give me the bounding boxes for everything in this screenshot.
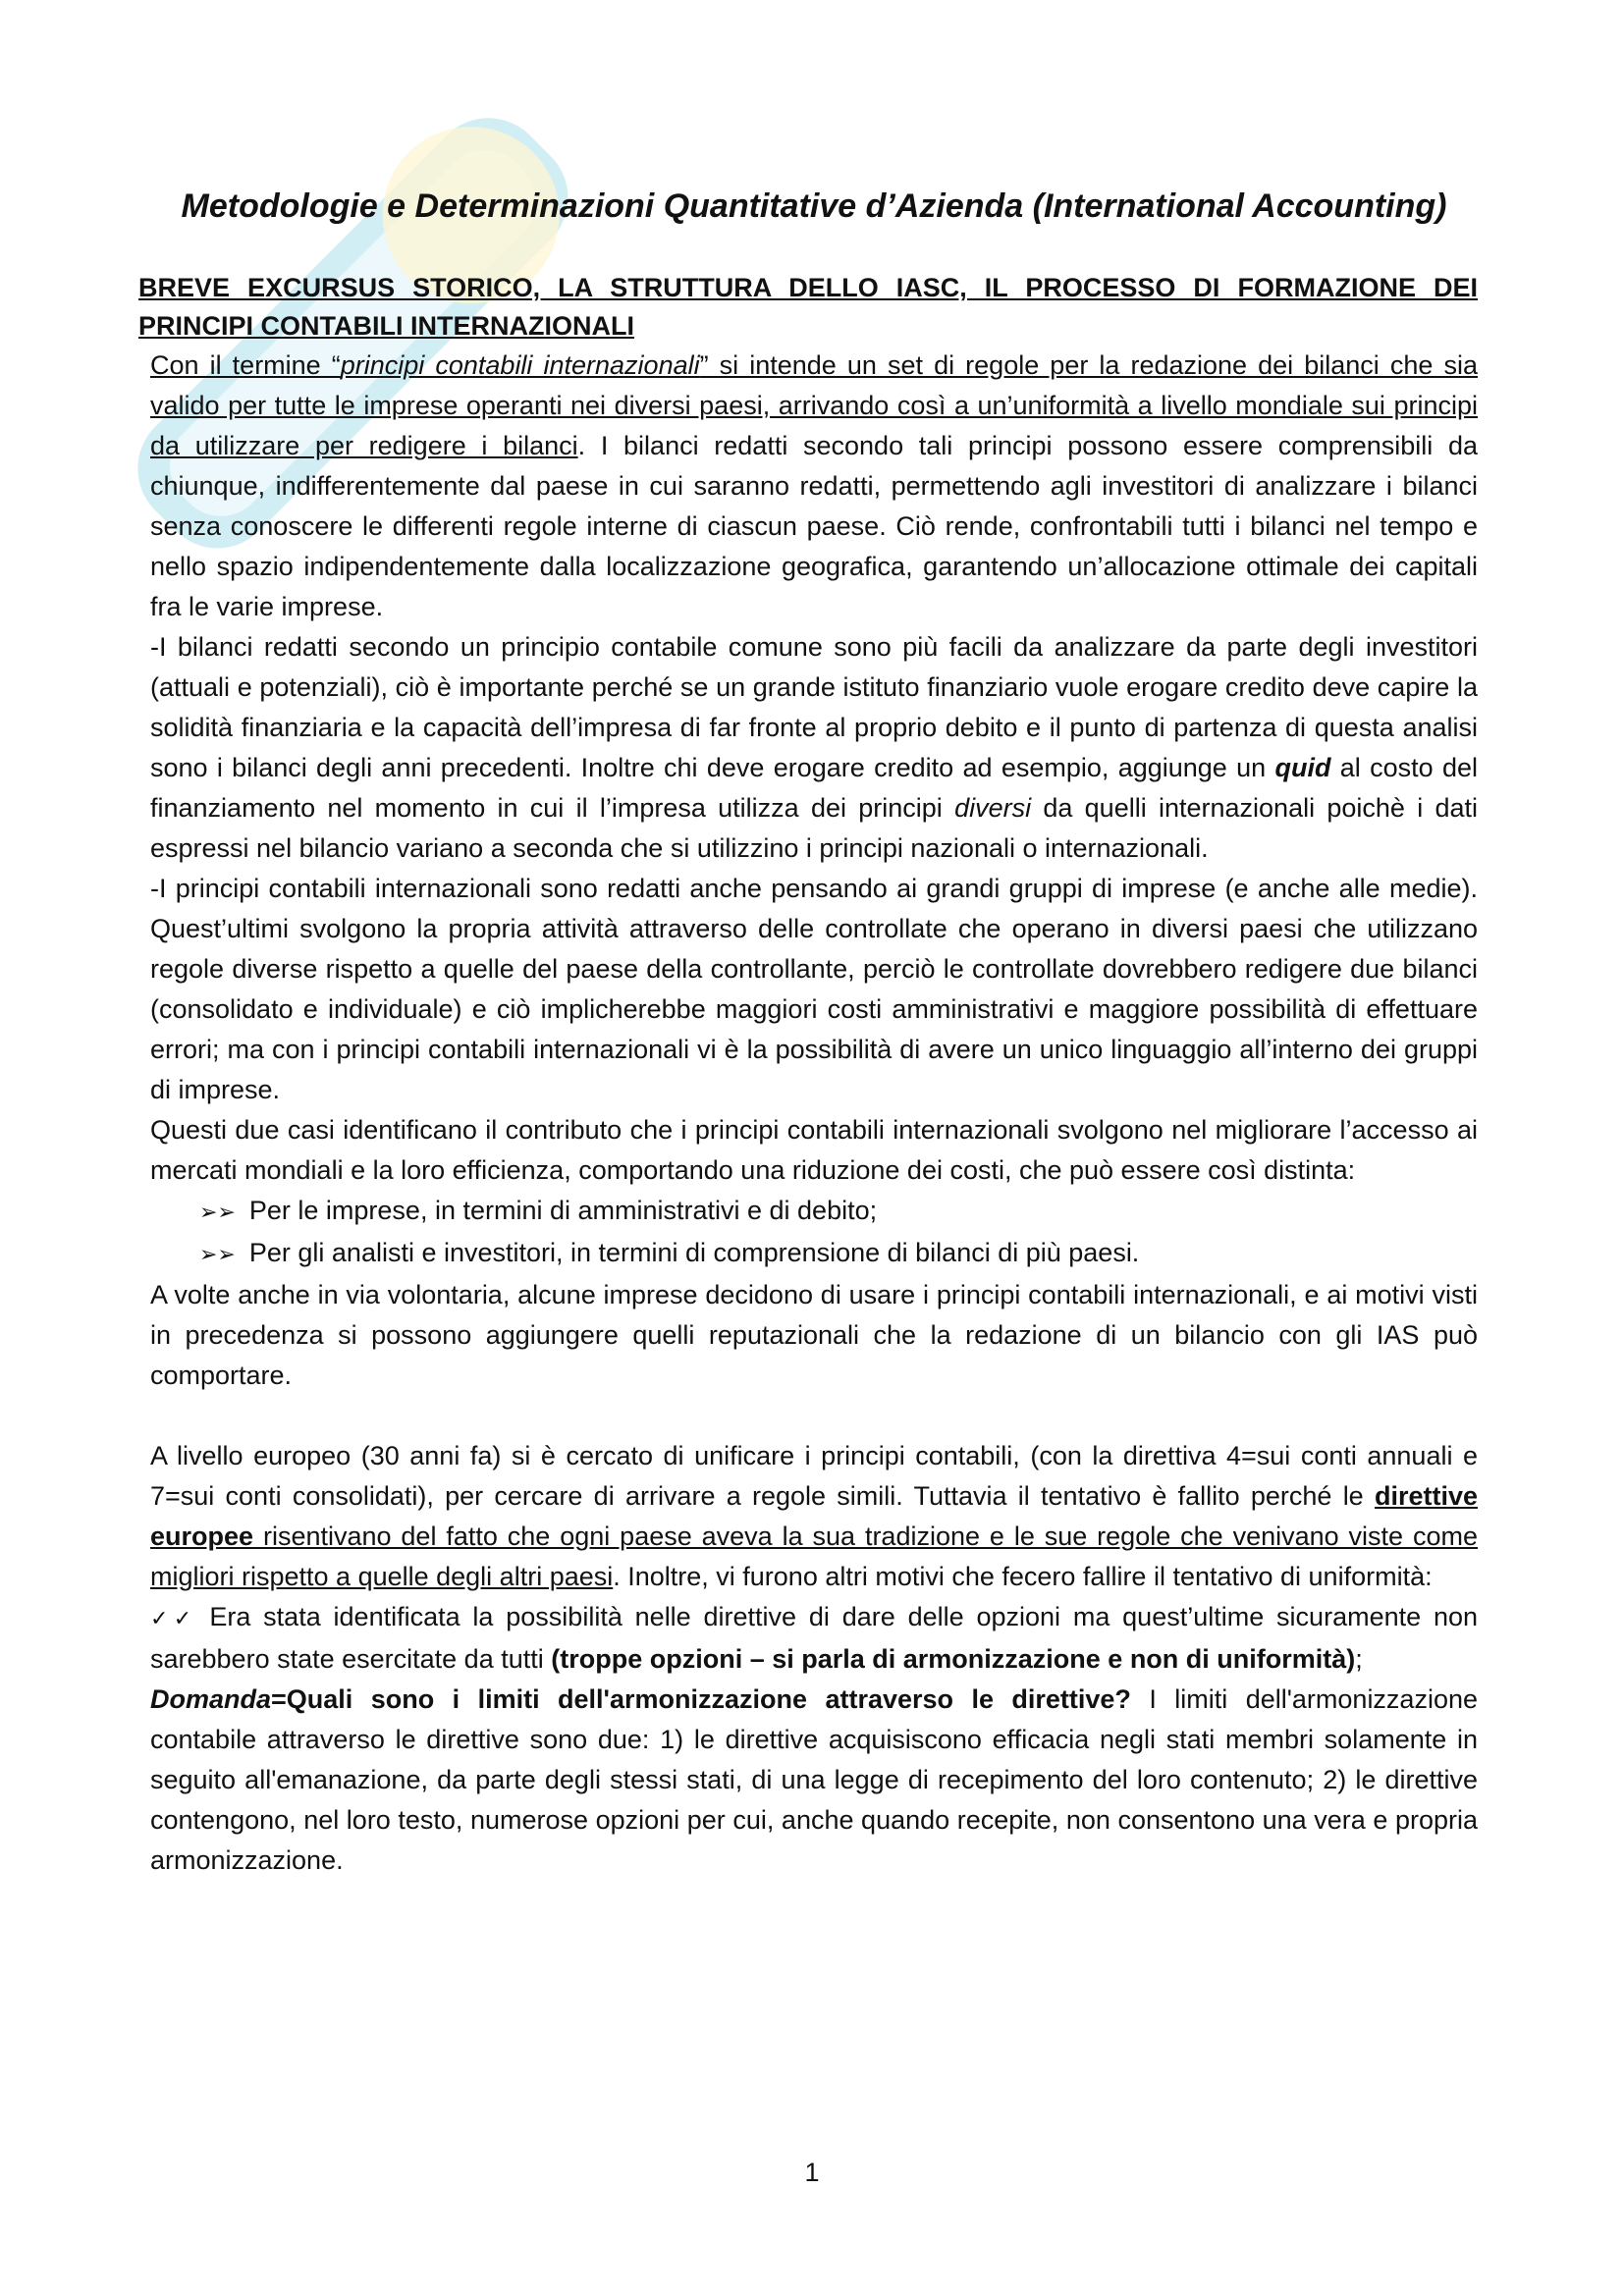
paragraph-opzioni: ✓✓ Era stata identificata la possibilità nelle direttive di dare delle opzioni ma quest’ultime sicuramente non sarebbero state esercitate da tutti (troppe opzioni – si parla di armonizzazione e non di uniformità); (150, 1602, 1478, 1674)
label-domanda: Domanda (150, 1684, 272, 1714)
paragraph-domanda: Domanda=Quali sono i limiti dell'armonizzazione attraverso le direttive? I limiti dell'armonizzazione contabile attraverso le direttive sono due: 1) le direttive acquisiscono efficacia negli stati membri solamente in seguito all'emanazione, da parte degli stessi stati, di una legge di recepimento del loro contenuto; 2) le direttive contengono, nel loro testo, numerose opzioni per cui, anche quando recepite, non consentono una vera e propria armonizzazione. (150, 1684, 1479, 1875)
term-direttive-europee: direttive europee (150, 1481, 1478, 1551)
paragraph-volontaria: A volte anche in via volontaria, alcune imprese decidono di usare i principi contabili internazionali, e ai motivi visti in precedenza si possono aggiungere quelli reputazionali che la redazione di un bilancio con gli IAS può comportare. (150, 1280, 1478, 1390)
term-diversi: diversi (954, 793, 1032, 823)
section-heading: BREVE EXCURSUS STORICO, LA STRUTTURA DELLO IASC, IL PROCESSO DI FORMAZIONE DEI PRINCIPI CONTABILI INTERNAZIONALI (138, 273, 1478, 341)
paragraph-intro: Con il termine “principi contabili internazionali” si intende un set di regole per la redazione dei bilanci che sia valido per tutte le imprese operanti nei diversi paesi, arrivando così a un’uniformità a livello mondiale sui principi da utilizzare per redigere i bilanci. I bilanci redatti secondo tali principi possono essere comprensibili da chiunque, indifferentemente dal paese in cui saranno redatti, permettendo agli investitori di analizzare i bilanci senza conoscere le differenti regole interne di ciascun paese. Ciò rende, confrontabili tutti i bilanci nel tempo e nello spazio indipendentemente dalla localizzazione geografica, garantendo un’allocazione ottimale dei capitali fra le varie imprese. (150, 350, 1478, 621)
paragraph-livello-europeo: A livello europeo (30 anni fa) si è cercato di unificare i principi contabili, (con la direttiva 4=sui conti annuali e 7=sui conti consolidati), per cercare di arrivare a regole simili. Tuttavia il tentativo è fallito perché le direttive europee risentivano del fatto che ogni paese aveva la sua tradizione e le sue regole che venivano viste come migliori rispetto a quelle degli altri paesi. Inoltre, vi furono altri motivi che fecero fallire il tentativo di uniformità: (150, 1441, 1478, 1591)
term-principi-contabili: principi contabili internazionali (340, 350, 700, 380)
document-page (138, 187, 1479, 1881)
paragraph-contributo: Questi due casi identificano il contributo che i principi contabili internazionali svolgono nel migliorare l’accesso ai mercati mondiali e la loro efficienza, comportando una riduzione dei costi, che può essere così distinta: (150, 1115, 1478, 1185)
list-item: ➢➢ Per gli analisti e investitori, in termini di comprensione di bilanci di più paesi. (199, 1238, 1140, 1267)
list-item: ➢➢ Per le imprese, in termini di amministrativi e di debito; (199, 1196, 878, 1225)
question-text: =Quali sono i limiti dell'armonizzazione attraverso le direttive? (271, 1684, 1131, 1714)
term-quid: quid (1274, 753, 1331, 782)
double-arrow-icon: ➢➢ (199, 1201, 236, 1225)
paragraph-investitori: -I bilanci redatti secondo un principio contabile comune sono più facili da analizzare da parte degli investitori (attuali e potenziali), ciò è importante perché se un grande istituto finanziario vuole erogare credito deve capire la solidità finanziaria e la capacità dell’impresa di far fronte al proprio debito e il punto di partenza di questa analisi sono i bilanci degli anni precedenti. Inoltre chi deve erogare credito ad esempio, aggiunge un quid al costo del finanziamento nel momento in cui il l’impresa utilizza dei principi diversi da quelli internazionali poichè i dati espressi nel bilancio variano a seconda che si utilizzino i principi nazionali o internazionali. (150, 632, 1479, 863)
paragraph-gruppi: -I principi contabili internazionali sono redatti anche pensando ai grandi gruppi di imprese (e anche alle medie). Quest’ultimi svolgono la propria attività attraverso delle controllate che operano in diversi paesi che utilizzano regole diverse rispetto a quelle del paese della controllante, perciò le controllate dovrebbero redigere due bilanci (consolidato e individuale) e ciò implicherebbe maggiori costi amministrativi e maggiore possibilità di effettuare errori; ma con i principi contabili internazionali vi è la possibilità di avere un unico linguaggio all’interno dei gruppi di imprese. (150, 874, 1478, 1104)
double-arrow-icon: ➢➢ (199, 1243, 236, 1267)
document-title: Metodologie e Determinazioni Quantitative d’Azienda (International Accounting) (181, 187, 1447, 225)
check-icon: ✓✓ (150, 1607, 197, 1631)
page-number: 1 (804, 2158, 820, 2187)
intro-underlined: Con il termine “principi contabili internazionali” si intende un set di regole per la redazione dei bilanci che sia valido per tutte le imprese operanti nei diversi paesi, arrivando così a un’uniformità a livello mondiale sui principi da utilizzare per redigere i bilanci (150, 350, 1478, 460)
bullet-list (150, 1191, 1478, 1275)
